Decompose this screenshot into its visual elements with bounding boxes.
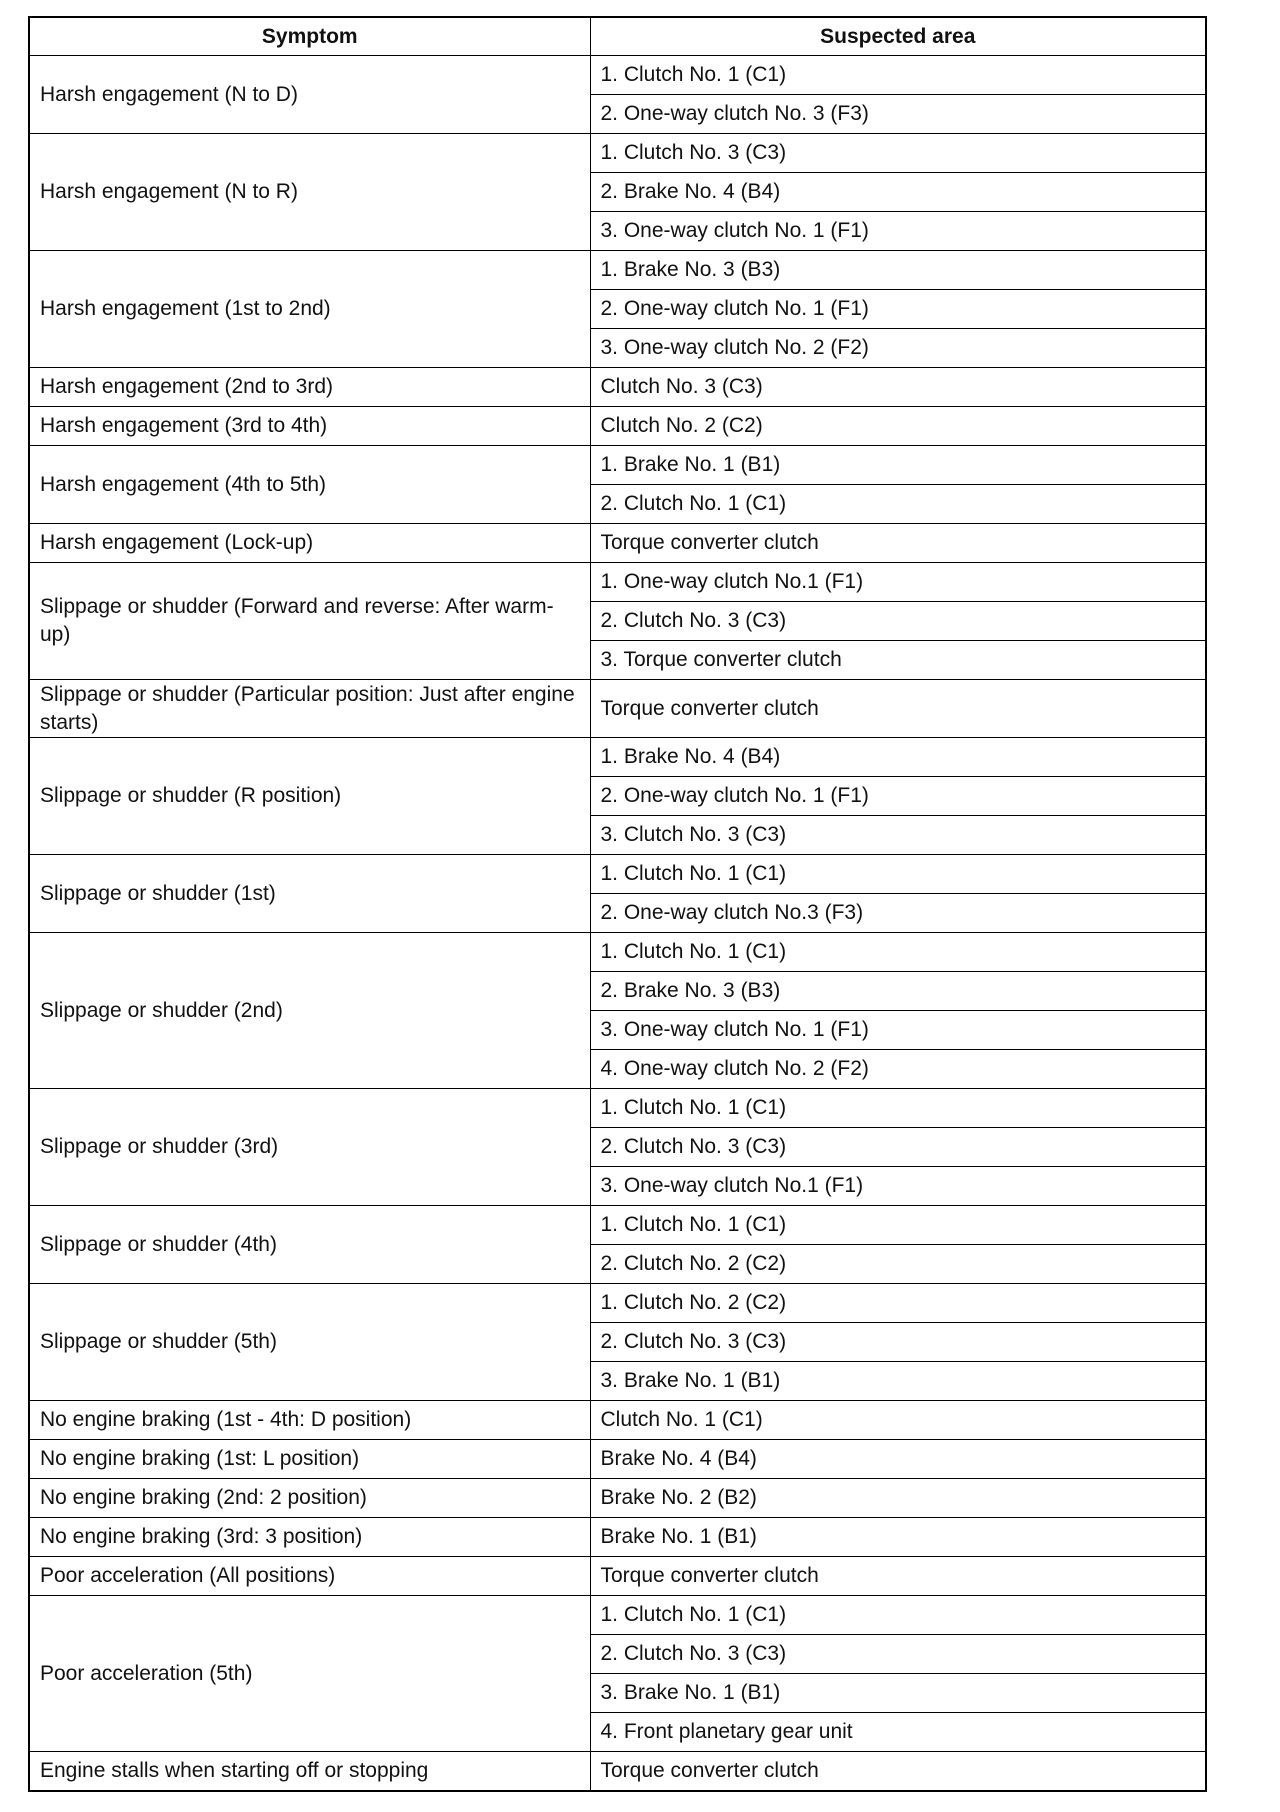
symptom-cell: Harsh engagement (N to D) <box>29 56 590 134</box>
symptom-column-header: Symptom <box>29 17 590 56</box>
suspected-area-cell: 1. Clutch No. 1 (C1) <box>590 855 1206 894</box>
suspected-area-cell: Torque converter clutch <box>590 1557 1206 1596</box>
table-row <box>29 738 1206 777</box>
suspected-area-cell: Brake No. 4 (B4) <box>590 1440 1206 1479</box>
symptom-cell: Slippage or shudder (2nd) <box>29 933 590 1089</box>
suspected-area-column-header: Suspected area <box>590 17 1206 56</box>
suspected-area-cell: 3. One-way clutch No.1 (F1) <box>590 1167 1206 1206</box>
table-row <box>29 251 1206 290</box>
suspected-area-cell: 1. Clutch No. 1 (C1) <box>590 56 1206 95</box>
suspected-area-cell: 1. Brake No. 3 (B3) <box>590 251 1206 290</box>
symptom-cell: No engine braking (1st: L position) <box>29 1440 590 1479</box>
suspected-area-cell: 1. Brake No. 1 (B1) <box>590 446 1206 485</box>
suspected-area-cell: Clutch No. 3 (C3) <box>590 368 1206 407</box>
suspected-area-cell: 1. Clutch No. 2 (C2) <box>590 1284 1206 1323</box>
suspected-area-cell: 2. Clutch No. 3 (C3) <box>590 602 1206 641</box>
symptom-cell: Slippage or shudder (3rd) <box>29 1089 590 1206</box>
symptom-cell: No engine braking (3rd: 3 position) <box>29 1518 590 1557</box>
table-row <box>29 56 1206 95</box>
suspected-area-cell: 1. Clutch No. 1 (C1) <box>590 933 1206 972</box>
suspected-area-cell: 2. One-way clutch No.3 (F3) <box>590 894 1206 933</box>
suspected-area-cell: 2. Clutch No. 3 (C3) <box>590 1323 1206 1362</box>
suspected-area-cell: 3. One-way clutch No. 2 (F2) <box>590 329 1206 368</box>
table-row <box>29 368 1206 407</box>
suspected-area-cell: Brake No. 1 (B1) <box>590 1518 1206 1557</box>
suspected-area-cell: 3. Brake No. 1 (B1) <box>590 1362 1206 1401</box>
table-row <box>29 1752 1206 1791</box>
suspected-area-cell: 2. Clutch No. 3 (C3) <box>590 1128 1206 1167</box>
suspected-area-cell: 2. One-way clutch No. 1 (F1) <box>590 777 1206 816</box>
suspected-area-cell: 3. One-way clutch No. 1 (F1) <box>590 1011 1206 1050</box>
symptom-cell: Slippage or shudder (R position) <box>29 738 590 855</box>
table-row <box>29 446 1206 485</box>
symptom-cell: Engine stalls when starting off or stopping <box>29 1752 590 1791</box>
symptom-cell: Slippage or shudder (1st) <box>29 855 590 933</box>
suspected-area-cell: Torque converter clutch <box>590 524 1206 563</box>
suspected-area-cell: 3. One-way clutch No. 1 (F1) <box>590 212 1206 251</box>
suspected-area-cell: 4. One-way clutch No. 2 (F2) <box>590 1050 1206 1089</box>
suspected-area-cell: 1. Clutch No. 3 (C3) <box>590 134 1206 173</box>
suspected-area-cell: Brake No. 2 (B2) <box>590 1479 1206 1518</box>
suspected-area-cell: 2. Clutch No. 3 (C3) <box>590 1635 1206 1674</box>
symptom-cell: No engine braking (2nd: 2 position) <box>29 1479 590 1518</box>
table-body <box>29 56 1206 1791</box>
table-row <box>29 1089 1206 1128</box>
symptom-cell: Poor acceleration (5th) <box>29 1596 590 1752</box>
suspected-area-cell: 4. Front planetary gear unit <box>590 1713 1206 1752</box>
suspected-area-cell: 2. Brake No. 4 (B4) <box>590 173 1206 212</box>
symptom-cell: Harsh engagement (2nd to 3rd) <box>29 368 590 407</box>
table-row <box>29 1479 1206 1518</box>
suspected-area-cell: 3. Brake No. 1 (B1) <box>590 1674 1206 1713</box>
table-row <box>29 1206 1206 1245</box>
symptom-cell: Harsh engagement (4th to 5th) <box>29 446 590 524</box>
suspected-area-cell: Torque converter clutch <box>590 1752 1206 1791</box>
table-header <box>29 17 1206 56</box>
suspected-area-cell: 3. Clutch No. 3 (C3) <box>590 816 1206 855</box>
symptom-cell: Slippage or shudder (Forward and reverse: After warm-up) <box>29 563 590 680</box>
symptom-cell: Slippage or shudder (Particular position: Just after engine starts) <box>29 680 590 738</box>
table-row <box>29 524 1206 563</box>
symptom-table <box>28 16 1207 1792</box>
suspected-area-cell: 1. Clutch No. 1 (C1) <box>590 1089 1206 1128</box>
suspected-area-cell: 2. One-way clutch No. 1 (F1) <box>590 290 1206 329</box>
table-row <box>29 855 1206 894</box>
suspected-area-cell: Clutch No. 1 (C1) <box>590 1401 1206 1440</box>
suspected-area-cell: Torque converter clutch <box>590 680 1206 738</box>
table-row <box>29 563 1206 602</box>
suspected-area-cell: 3. Torque converter clutch <box>590 641 1206 680</box>
header-row <box>29 17 1206 56</box>
symptom-cell: No engine braking (1st - 4th: D position) <box>29 1401 590 1440</box>
table-row <box>29 1284 1206 1323</box>
symptom-cell: Harsh engagement (N to R) <box>29 134 590 251</box>
suspected-area-cell: 2. Clutch No. 1 (C1) <box>590 485 1206 524</box>
suspected-area-cell: 2. Clutch No. 2 (C2) <box>590 1245 1206 1284</box>
suspected-area-cell: 1. Brake No. 4 (B4) <box>590 738 1206 777</box>
table-row <box>29 1518 1206 1557</box>
symptom-cell: Slippage or shudder (5th) <box>29 1284 590 1401</box>
table-row <box>29 1401 1206 1440</box>
symptom-cell: Slippage or shudder (4th) <box>29 1206 590 1284</box>
table-row <box>29 134 1206 173</box>
suspected-area-cell: 2. One-way clutch No. 3 (F3) <box>590 95 1206 134</box>
suspected-area-cell: 1. Clutch No. 1 (C1) <box>590 1596 1206 1635</box>
symptom-cell: Harsh engagement (1st to 2nd) <box>29 251 590 368</box>
table-row <box>29 1596 1206 1635</box>
table-row <box>29 933 1206 972</box>
symptom-cell: Harsh engagement (Lock-up) <box>29 524 590 563</box>
symptom-cell: Poor acceleration (All positions) <box>29 1557 590 1596</box>
suspected-area-cell: 1. Clutch No. 1 (C1) <box>590 1206 1206 1245</box>
symptom-cell: Harsh engagement (3rd to 4th) <box>29 407 590 446</box>
table-row <box>29 1557 1206 1596</box>
table-row <box>29 407 1206 446</box>
table-row <box>29 1440 1206 1479</box>
suspected-area-cell: Clutch No. 2 (C2) <box>590 407 1206 446</box>
suspected-area-cell: 1. One-way clutch No.1 (F1) <box>590 563 1206 602</box>
suspected-area-cell: 2. Brake No. 3 (B3) <box>590 972 1206 1011</box>
table-row <box>29 680 1206 738</box>
